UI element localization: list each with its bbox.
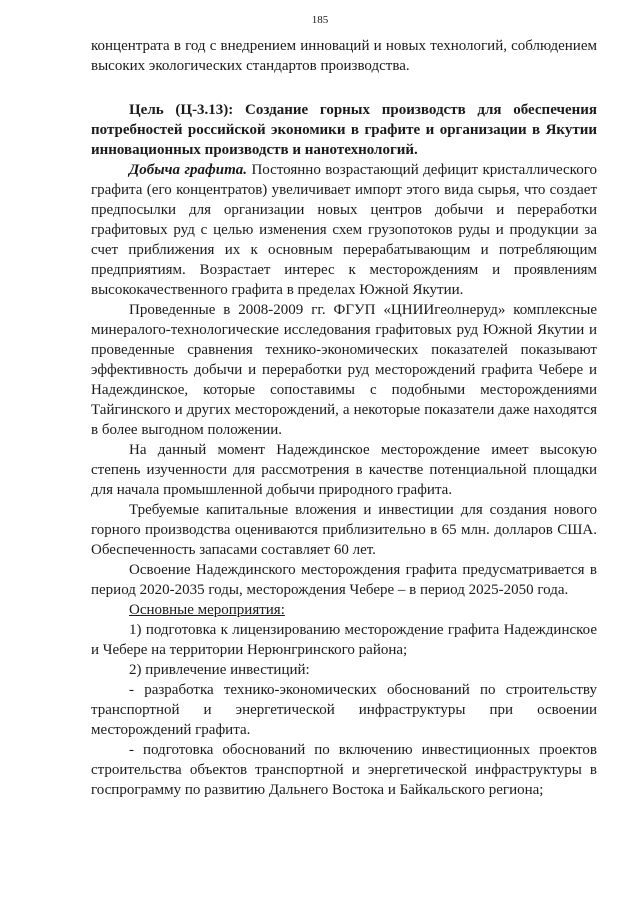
measure-2a: - разработка технико-экономических обоснований по строительству транспортной и энергетической инфраструктуры при освоении месторождений графита. (91, 682, 597, 738)
paragraph-intro: концентрата в год с внедрением инноваций и новых технологий, соблюдением высоких экологических стандартов производства. (91, 38, 597, 74)
graphite-mining-lead: Добыча графита. (129, 162, 247, 178)
paragraph-development-period: Освоение Надеждинского месторождения графита предусматривается в период 2020-2035 годы, месторождения Чебере – в период 2025-2050 года. (91, 562, 597, 598)
paragraph-nadezhdinskoe: На данный момент Надеждинское месторождение имеет высокую степень изученности для рассмотрения в качестве потенциальной площадки для начала промышленной добычи природного графита. (91, 442, 597, 498)
measure-2b: - подготовка обоснований по включению инвестиционных проектов строительства объектов транспортной и энергетической инфраструктуры в госпрограмму по развитию Дальнего Востока и Байкальского региона; (91, 742, 597, 798)
paragraph-research: Проведенные в 2008-2009 гг. ФГУП «ЦНИИгеолнеруд» комплексные минералого-технологические исследования графитовых руд Южной Якутии и проведенные сравнения технико-экономических показателей показывают эффективность добычи и переработки руд месторождений графита Чебере и Надеждинское, которые сопоставимы с подобными месторождениями Тайгинского и других месторождений, а некоторые показатели даже находятся в более выгодном положении. (91, 302, 597, 438)
measures-heading (91, 600, 597, 620)
graphite-mining-text: Постоянно возрастающий дефицит кристаллического графита (его концентратов) увеличивает импорт этого вида сырья, что создает предпосылки для организации новых центров добычи и переработки графитовых руд с целью изменения схем грузопотоков руды и продукции за счет приближения их к основным перерабатывающим и потребляющим предприятиям. Возрастает интерес к месторождениям и проявлениям высококачественного графита в пределах Южной Якутии. (91, 162, 597, 298)
document-body (91, 36, 597, 800)
paragraph-graphite-mining (91, 160, 597, 300)
measure-1: 1) подготовка к лицензированию месторождение графита Надеждинское и Чебере на территории Нерюнгринского района; (91, 622, 597, 658)
measures-heading-text: Основные мероприятия: (129, 602, 285, 618)
page-number: 185 (311, 14, 329, 26)
measure-2: 2) привлечение инвестиций: (129, 662, 310, 678)
goal-heading: Цель (Ц-3.13): Создание горных производств для обеспечения потребностей российской экономики в графите и организации в Якутии инновационных производств и нанотехнологий. (91, 102, 597, 158)
paragraph-investment: Требуемые капитальные вложения и инвестиции для создания нового горного производства оцениваются приблизительно в 65 млн. долларов США. Обеспеченность запасами составляет 60 лет. (91, 502, 597, 558)
